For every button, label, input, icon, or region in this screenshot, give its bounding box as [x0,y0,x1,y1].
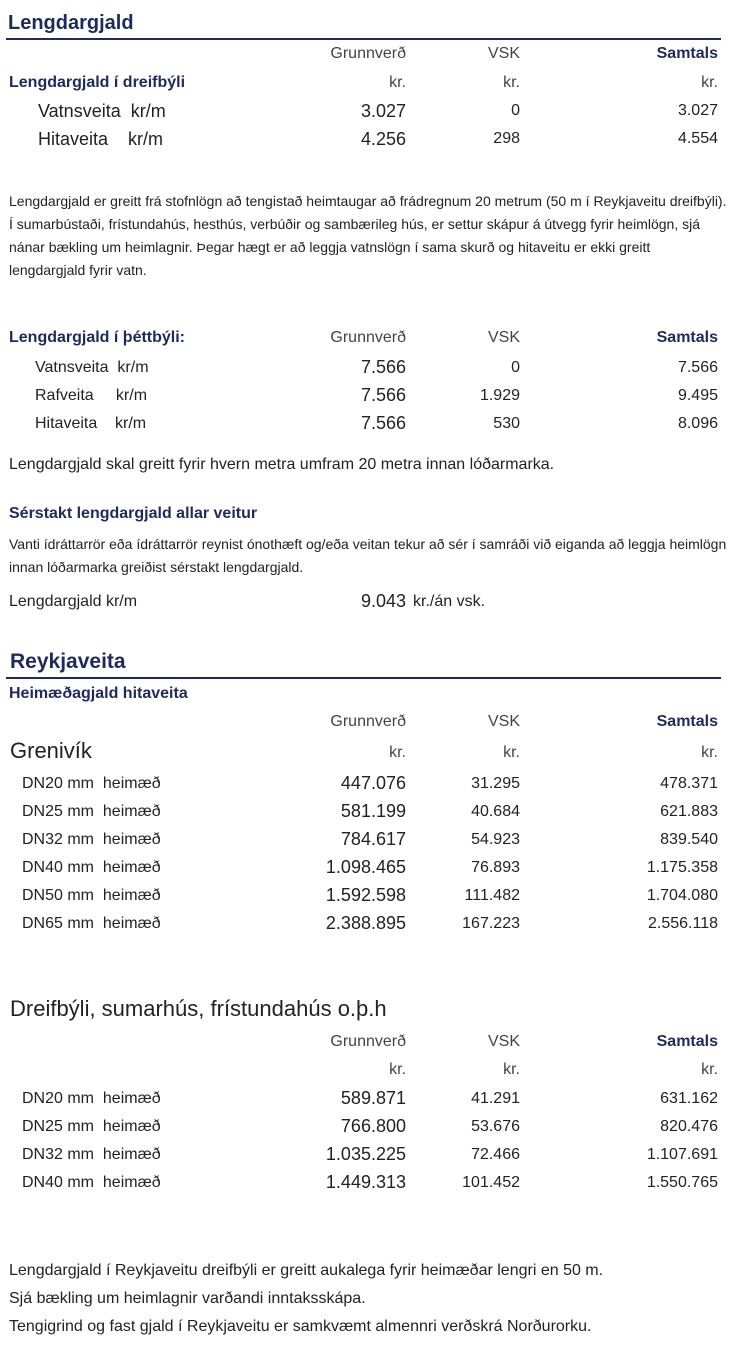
section-title-reykjaveita: Reykjaveita [10,650,126,673]
col-header-vsk: VSK [487,1033,520,1050]
col-header-vsk: VSK [487,45,520,62]
row-label: Rafveita kr/m [35,387,148,404]
col-header-samtals: Samtals [656,45,718,62]
row-label: Vatnsveita kr/m [35,359,149,376]
note-thettbyli: Lengdargjald skal greitt fyrir hvern metra umfram 20 metra innan lóðarmarka. [9,456,555,473]
col-header-samtals: Samtals [656,713,718,730]
row-value-grunnverd: 447.076 [340,773,406,793]
row-value-samtals: 1.550.765 [646,1174,718,1191]
unit-label: kr. [389,744,406,761]
col-header-grunnverd: Grunnverð [330,329,406,346]
row-value-samtals: 1.107.691 [646,1146,718,1163]
row-value-serstakt: 9.043 [360,591,406,611]
row-value-grunnverd: 7.566 [360,357,406,377]
footer-note: Lengdargjald í Reykjaveitu dreifbýli er greitt aukalega fyrir heimæðar lengri en 50 m. [9,1262,604,1279]
section-rule [6,677,721,679]
unit-label: kr. [701,1061,718,1078]
row-suffix: kr./án vsk. [413,593,486,610]
col-header-grunnverd: Grunnverð [330,713,406,730]
row-value-vsk: 111.482 [464,887,520,904]
col-header-grunnverd: Grunnverð [330,1033,406,1050]
row-value-grunnverd: 2.388.895 [325,913,406,933]
unit-label: kr. [701,74,718,91]
footer-note: Sjá bækling um heimlagnir varðandi inntaksskápa. [9,1290,366,1307]
row-value-grunnverd: 1.449.313 [325,1172,406,1192]
row-value-vsk: 54.923 [471,831,520,848]
row-label: Hitaveita kr/m [38,129,164,149]
unit-label: kr. [701,744,718,761]
unit-label: kr. [503,744,520,761]
subtitle-serstakt: Sérstakt lengdargjald allar veitur [9,505,258,522]
section-title-lengdargjald: Lengdargjald [8,12,134,34]
subtitle-thettbyli: Lengdargjald í þéttbýli: [9,329,186,346]
col-header-vsk: VSK [487,713,520,730]
row-value-samtals: 1.704.080 [646,887,718,904]
row-value-grunnverd: 7.566 [360,385,406,405]
row-label: DN40 mm heimæð [22,1174,161,1191]
unit-label: kr. [503,1061,520,1078]
row-value-samtals: 8.096 [677,415,718,432]
row-value-vsk: 40.684 [471,803,520,820]
row-value-samtals: 1.175.358 [646,859,718,876]
row-value-vsk: 53.676 [471,1118,520,1135]
row-value-vsk: 72.466 [471,1146,520,1163]
row-label: DN25 mm heimæð [22,1118,161,1135]
row-value-samtals: 631.162 [660,1090,718,1107]
row-value-samtals: 3.027 [677,102,718,119]
row-value-samtals: 4.554 [677,130,718,147]
row-label: DN20 mm heimæð [22,775,161,792]
row-label: DN40 mm heimæð [22,859,161,876]
row-value-vsk: 76.893 [471,859,520,876]
row-value-grunnverd: 766.800 [340,1116,406,1136]
row-value-vsk: 0 [511,359,520,376]
row-label: DN32 mm heimæð [22,1146,161,1163]
paragraph-serstakt: Vanti ídráttarrör eða ídráttarrör reynist ónothæft og/eða veitan tekur að sér í samráði við eiganda að leggja heimlögn innan lóðarmarka greiðist sérstakt lengdargjald. [9,536,727,575]
col-header-grunnverd: Grunnverð [330,45,406,62]
row-value-vsk: 0 [511,102,520,119]
row-value-samtals: 2.556.118 [648,915,718,932]
row-value-grunnverd: 3.027 [360,101,406,121]
row-label: Lengdargjald kr/m [9,593,138,610]
row-value-grunnverd: 1.592.598 [325,885,406,905]
footer-note: Tengigrind og fast gjald í Reykjaveitu er samkvæmt almennri verðskrá Norðurorku. [9,1318,592,1335]
group-title-dreifbyli: Dreifbýli, sumarhús, frístundahús o.þ.h [10,996,387,1021]
row-label: DN25 mm heimæð [22,803,161,820]
row-label: Vatnsveita kr/m [38,101,166,121]
row-label: DN50 mm heimæð [22,887,161,904]
group-title-grenivik: Grenivík [10,738,92,763]
section-rule [6,38,721,40]
row-label: DN32 mm heimæð [22,831,161,848]
row-label: DN20 mm heimæð [22,1090,161,1107]
row-value-vsk: 101.452 [462,1174,520,1191]
row-value-vsk: 167.223 [462,915,520,932]
row-value-vsk: 530 [493,415,520,432]
row-value-vsk: 41.291 [471,1090,520,1107]
row-value-samtals: 478.371 [660,775,718,792]
row-value-samtals: 839.540 [660,831,718,848]
col-header-samtals: Samtals [656,1033,718,1050]
subtitle-dreifbyli: Lengdargjald í dreifbýli [9,74,186,91]
unit-label: kr. [503,74,520,91]
row-value-grunnverd: 1.035.225 [325,1144,406,1164]
row-value-grunnverd: 589.871 [340,1088,406,1108]
row-value-samtals: 7.566 [677,359,718,376]
row-value-grunnverd: 581.199 [340,801,406,821]
row-value-grunnverd: 7.566 [360,413,406,433]
row-value-grunnverd: 784.617 [340,829,406,849]
unit-label: kr. [389,74,406,91]
row-value-vsk: 298 [493,130,520,147]
row-value-vsk: 31.295 [471,775,520,792]
row-label: Hitaveita kr/m [35,415,147,432]
row-value-samtals: 9.495 [677,387,718,404]
paragraph-lengdargjald-info: Lengdargjald er greitt frá stofnlögn að tengistað heimtaugar að frádregnum 20 metrum (50 m í Reykjaveitu dreifbýli). Í sumarbústaði, frístundahús, hesthús, verbúðir og sambærileg hús, er settur skápur á útvegg fyrir heimlögn, sjá nánar bækling um heimlagnir. Þegar hægt er að leggja vatnslögn í sama skurð og hitaveitu er ekki greitt lengdargjald fyrir vatn. [9,193,727,278]
row-value-vsk: 1.929 [479,387,520,404]
subtitle-heimaedagjald: Heimæðagjald hitaveita [9,685,188,702]
row-value-grunnverd: 1.098.465 [325,857,406,877]
row-value-samtals: 621.883 [660,803,718,820]
col-header-vsk: VSK [487,329,520,346]
row-value-samtals: 820.476 [660,1118,718,1135]
unit-label: kr. [389,1061,406,1078]
row-label: DN65 mm heimæð [22,915,161,932]
col-header-samtals: Samtals [656,329,718,346]
row-value-grunnverd: 4.256 [360,129,406,149]
